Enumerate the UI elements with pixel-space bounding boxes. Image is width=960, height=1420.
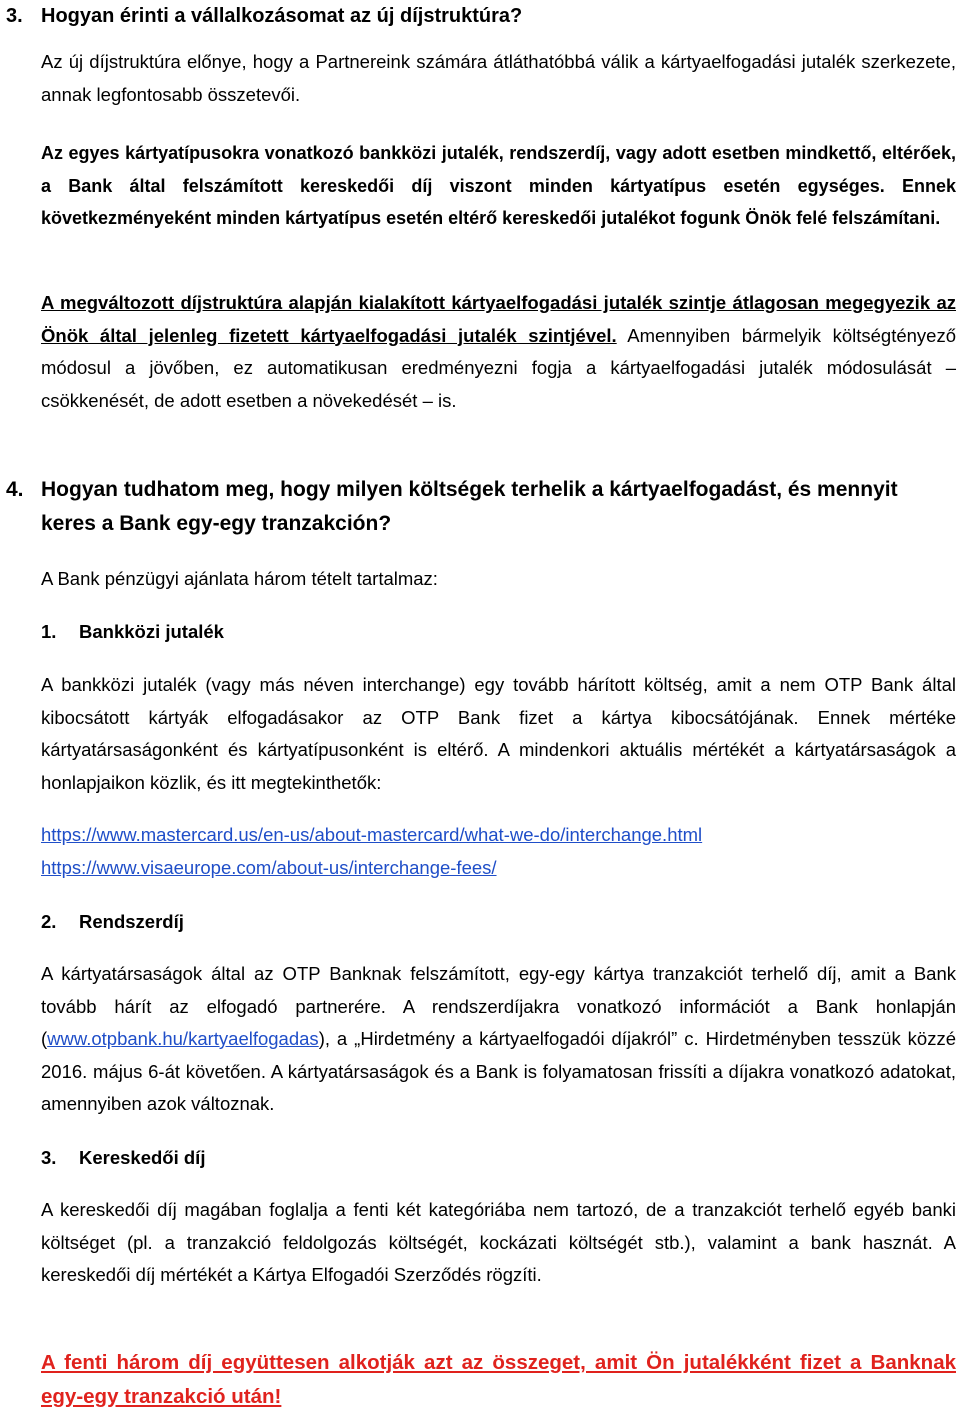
item-1-heading: [41, 617, 224, 647]
section-3-key-statement: A megváltozott díjstruktúra alapján kialakított kártyaelfogadási jutalék szintje átlagosan megegyezik az Önök által jelenleg fizetett kártyaelfogadási jutalék szintjével.: [41, 292, 956, 346]
section-3-heading: [6, 0, 956, 32]
section-3-number: 3.: [6, 5, 23, 27]
item-1-title: Bankközi jutalék: [79, 621, 224, 642]
otpbank-kartyaelfogadas-link[interactable]: www.otpbank.hu/kartyaelfogadas: [47, 1028, 319, 1049]
item-3-heading: [41, 1143, 205, 1173]
item-1-text: A bankközi jutalék (vagy más néven interchange) egy tovább hárított költség, amit a nem OTP Bank által kibocsátott kártyák elfogadásakor az OTP Bank fizet a kártya kibocsátójának. Ennek mértéke kártyatársaságonként és kártyatípusonként is eltérő. A mindenkori aktuális mértékét a kártyatársaságok a honlapjaikon közlik, és itt megtekinthetők:: [41, 674, 956, 793]
section-3-title: Hogyan érinti a vállalkozásomat az új díjstruktúra?: [41, 5, 523, 27]
section-3-paragraph-3: [41, 287, 956, 417]
section-3-paragraph-3-rest: Amennyiben bármelyik költségtényező módosul a jövőben, ez automatikusan eredményezni fogja a kártyaelfogadási jutalék módosulását – csökkenését, de adott esetben a növekedését – is.: [41, 324, 956, 411]
item-2-heading: [41, 907, 184, 937]
section-4-number: 4.: [6, 478, 24, 501]
item-3-number: 3.: [41, 1147, 57, 1168]
item-2-text-a: A kártyatársaságok által az OTP Banknak felszámított, egy-egy kártya tranzakciót terhelő díj, amit a Bank tovább hárít az elfogadó partnerére. A rendszerdíjakra vonatkozó információt a Bank honlapján (: [41, 963, 956, 1049]
visa-interchange-link[interactable]: https://www.visaeurope.com/about-us/interchange-fees/: [41, 856, 497, 878]
conclusion-alert: A fenti három díj együttesen alkotják azt az összeget, amit Ön jutalékként fizet a Banknak egy-egy tranzakció után!: [41, 1351, 956, 1408]
section-4-intro: A Bank pénzügyi ajánlata három tételt tartalmaz:: [41, 568, 438, 589]
item-1-number: 1.: [41, 621, 57, 642]
item-2-number: 2.: [41, 911, 57, 932]
item-2-text-b: ), a „Hirdetmény a kártyaelfogadói díjakról” c. Hirdetményben tesszük közzé 2016. május 6-át követően. A kártyatársaságok és a Bank is folyamatosan frissíti a díjakra vonatkozó adatokat, amennyiben azok változnak.: [41, 1028, 956, 1114]
item-1-links: [41, 819, 956, 884]
section-3-paragraph-1: Az új díjstruktúra előnye, hogy a Partnereink számára átláthatóbbá válik a kártyaelfogadási jutalék szerkezete, annak legfontosabb összetevői.: [41, 51, 956, 105]
item-3-title: Kereskedői díj: [79, 1147, 206, 1168]
item-3-text: A kereskedői díj magában foglalja a fenti két kategóriába nem tartozó, de a tranzakciót terhelő egyéb banki költséget (pl. a tranzakció feldolgozás költségét, kockázati költségét stb.), valamint a bank hasznát. A kereskedői díj mértékét a Kártya Elfogadói Szerződés rögzíti.: [41, 1199, 956, 1285]
item-2-text: [41, 958, 956, 1121]
section-3-paragraph-2: Az egyes kártyatípusokra vonatkozó bankközi jutalék, rendszerdíj, vagy adott esetben mindkettő, eltérőek, a Bank által felszámított kereskedői díj viszont minden kártyatípus esetén egységes. Ennek következményeként minden kártyatípus esetén eltérő kereskedői jutalékot fogunk Önök felé felszámítani.: [41, 143, 956, 228]
section-4-title: Hogyan tudhatom meg, hogy milyen költségek terhelik a kártyaelfogadást, és mennyit keres a Bank egy-egy tranzakción?: [41, 478, 898, 535]
mastercard-interchange-link[interactable]: https://www.mastercard.us/en-us/about-mastercard/what-we-do/interchange.html: [41, 824, 703, 845]
item-2-title: Rendszerdíj: [79, 911, 184, 932]
